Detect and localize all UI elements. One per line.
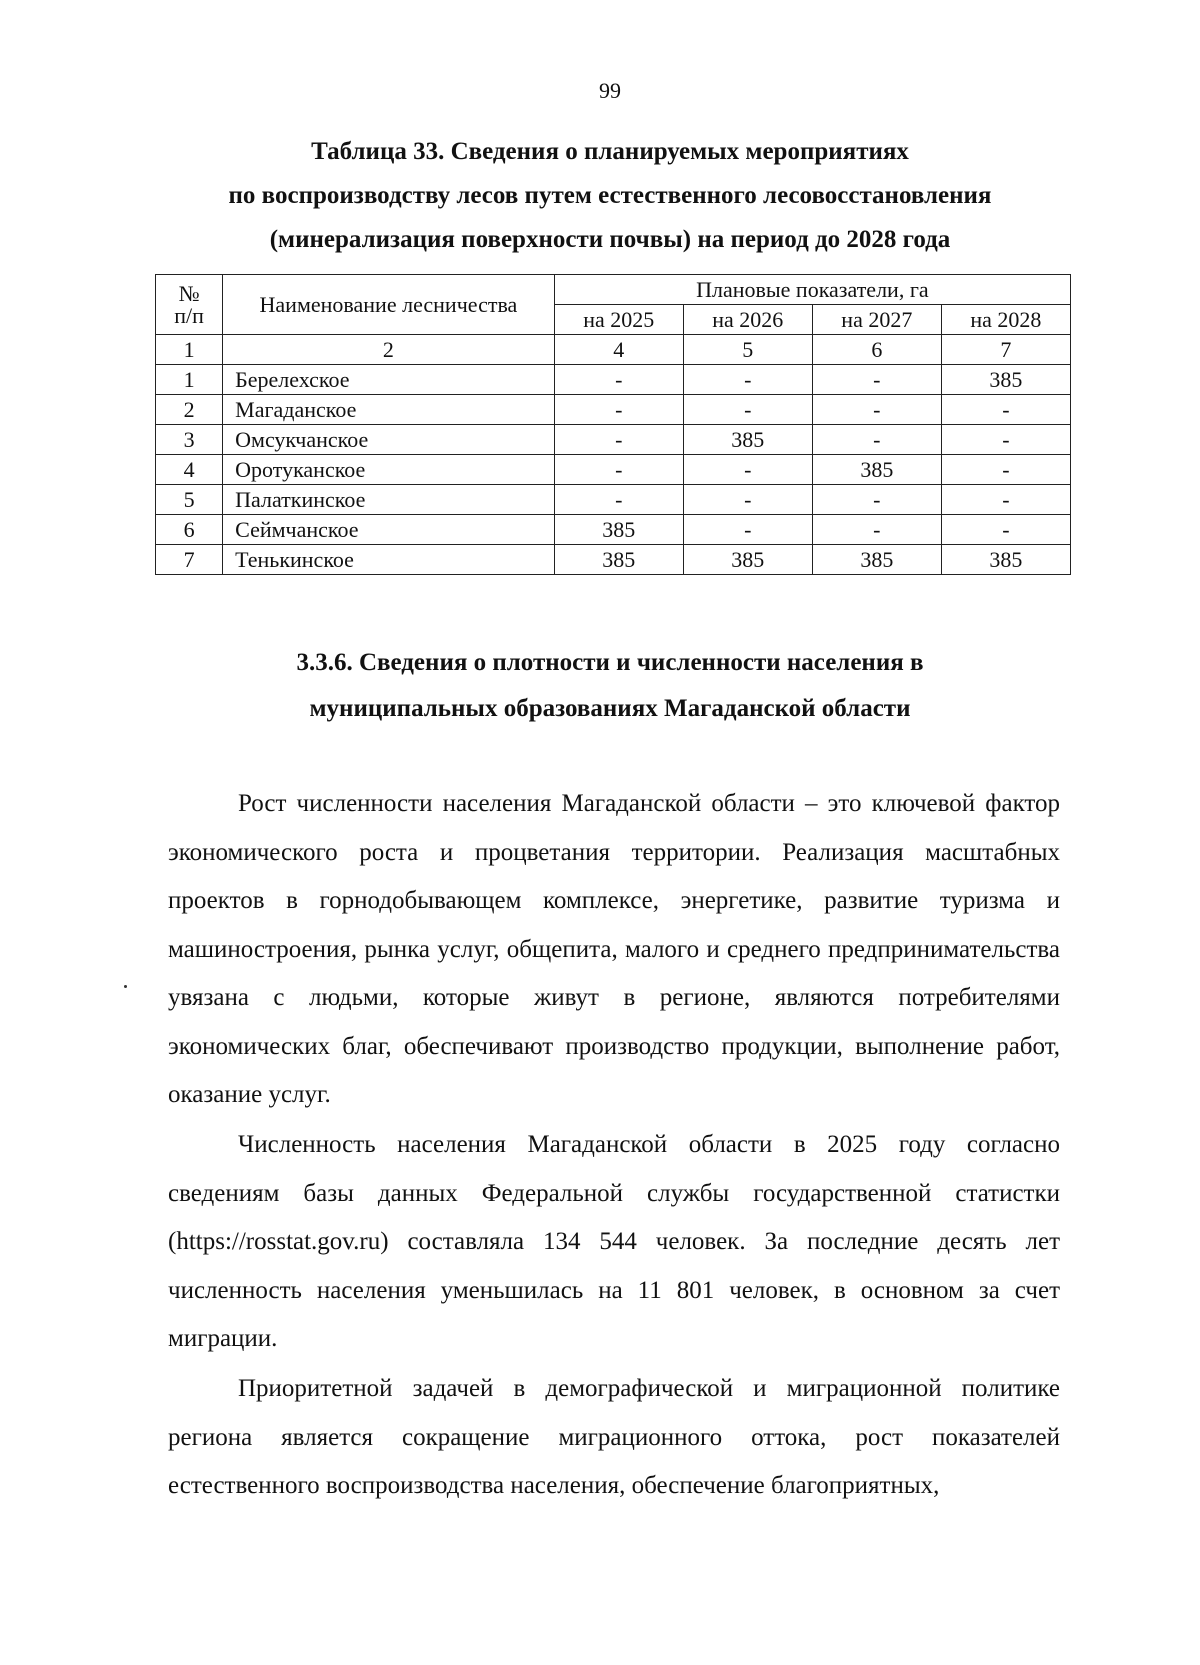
- header-number-abbrev: п/п: [174, 302, 204, 328]
- forestry-name: Магаданское: [223, 395, 555, 425]
- paragraph: Численность населения Магаданской области в 2025 году согласно сведениям базы данных Федеральной службы государственной статистки (https://rosstat.gov.ru) составляла 134 544 человек. За последние десять лет численность населения уменьшилась на 11 801 человек, в основном за счет миграции.: [168, 1131, 1060, 1352]
- header-number-sign: №: [178, 280, 200, 306]
- value-2027: -: [812, 395, 941, 425]
- value-2025: 385: [554, 545, 683, 575]
- value-2027: 385: [812, 545, 941, 575]
- forest-plan-table: [155, 274, 1071, 575]
- column-number: 6: [812, 335, 941, 365]
- table-row: [156, 425, 1071, 455]
- value-2025: -: [554, 485, 683, 515]
- row-number: 3: [156, 425, 223, 455]
- paragraph: Рост численности населения Магаданской области – это ключевой фактор экономического роста и процветания территории. Реализация масштабных проектов в горнодобывающем комплексе, энергетике, развитие туризма и машиностроения, рынка услуг, общепита, малого и среднего предпринимательства увязана с людьми, которые живут в регионе, являются потребителями экономических благ, обеспечивают производство продукции, выполнение работ, оказание услуг.: [168, 790, 1060, 1108]
- value-2026: -: [683, 485, 812, 515]
- value-2025: -: [554, 365, 683, 395]
- header-plan-indicators: Плановые показатели, га: [554, 275, 1070, 305]
- forestry-name: Сеймчанское: [223, 515, 555, 545]
- value-2027: 385: [812, 455, 941, 485]
- table-title: [150, 130, 1070, 262]
- section-heading-line: 3.3.6. Сведения о плотности и численности населения в: [296, 649, 924, 676]
- column-number: 1: [156, 335, 223, 365]
- table-title-line: Таблица 33. Сведения о планируемых мероприятиях: [311, 138, 909, 165]
- value-2026: -: [683, 365, 812, 395]
- column-number-row: [156, 335, 1071, 365]
- header-row-number: [156, 275, 223, 335]
- section-heading: [150, 640, 1070, 732]
- table-title-line: по воспроизводству лесов путем естественного лесовосстановления: [228, 182, 992, 209]
- value-2027: -: [812, 365, 941, 395]
- value-2027: -: [812, 485, 941, 515]
- value-2025: -: [554, 425, 683, 455]
- forestry-name: Тенькинское: [223, 545, 555, 575]
- header-year-2027: на 2027: [812, 305, 941, 335]
- value-2026: -: [683, 455, 812, 485]
- value-2026: -: [683, 395, 812, 425]
- table-row: [156, 455, 1071, 485]
- page-number: 99: [599, 78, 621, 103]
- column-number: 4: [554, 335, 683, 365]
- value-2027: -: [812, 515, 941, 545]
- row-number: 1: [156, 365, 223, 395]
- forestry-name: Палаткинское: [223, 485, 555, 515]
- forestry-name: Омсукчанское: [223, 425, 555, 455]
- row-number: 6: [156, 515, 223, 545]
- forestry-name: Оротуканское: [223, 455, 555, 485]
- table-title-line: (минерализация поверхности почвы) на период до 2028 года: [269, 226, 951, 253]
- value-2028: 385: [941, 545, 1070, 575]
- value-2026: 385: [683, 545, 812, 575]
- row-number: 4: [156, 455, 223, 485]
- column-number: 2: [223, 335, 555, 365]
- table-row: [156, 365, 1071, 395]
- value-2026: 385: [683, 425, 812, 455]
- row-number: 2: [156, 395, 223, 425]
- value-2028: -: [941, 485, 1070, 515]
- value-2025: -: [554, 455, 683, 485]
- table-row: [156, 515, 1071, 545]
- value-2025: -: [554, 395, 683, 425]
- header-year-2025: на 2025: [554, 305, 683, 335]
- forestry-name: Берелехское: [223, 365, 555, 395]
- value-2028: 385: [941, 365, 1070, 395]
- table-row: [156, 395, 1071, 425]
- section-heading-line: муниципальных образованиях Магаданской области: [309, 695, 911, 722]
- row-number: 5: [156, 485, 223, 515]
- value-2027: -: [812, 425, 941, 455]
- paragraph: Приоритетной задачей в демографической и миграционной политике региона является сокращение миграционного оттока, рост показателей естественного воспроизводства населения, обеспечение благоприятных,: [168, 1375, 1060, 1499]
- table-row: [156, 545, 1071, 575]
- header-year-2028: на 2028: [941, 305, 1070, 335]
- header-forestry-name: Наименование лесничества: [223, 275, 555, 335]
- value-2028: -: [941, 455, 1070, 485]
- value-2028: -: [941, 515, 1070, 545]
- table-row: [156, 485, 1071, 515]
- value-2025: 385: [554, 515, 683, 545]
- column-number: 5: [683, 335, 812, 365]
- value-2026: -: [683, 515, 812, 545]
- scan-speck: [124, 985, 127, 988]
- row-number: 7: [156, 545, 223, 575]
- column-number: 7: [941, 335, 1070, 365]
- value-2028: -: [941, 395, 1070, 425]
- header-year-2026: на 2026: [683, 305, 812, 335]
- value-2028: -: [941, 425, 1070, 455]
